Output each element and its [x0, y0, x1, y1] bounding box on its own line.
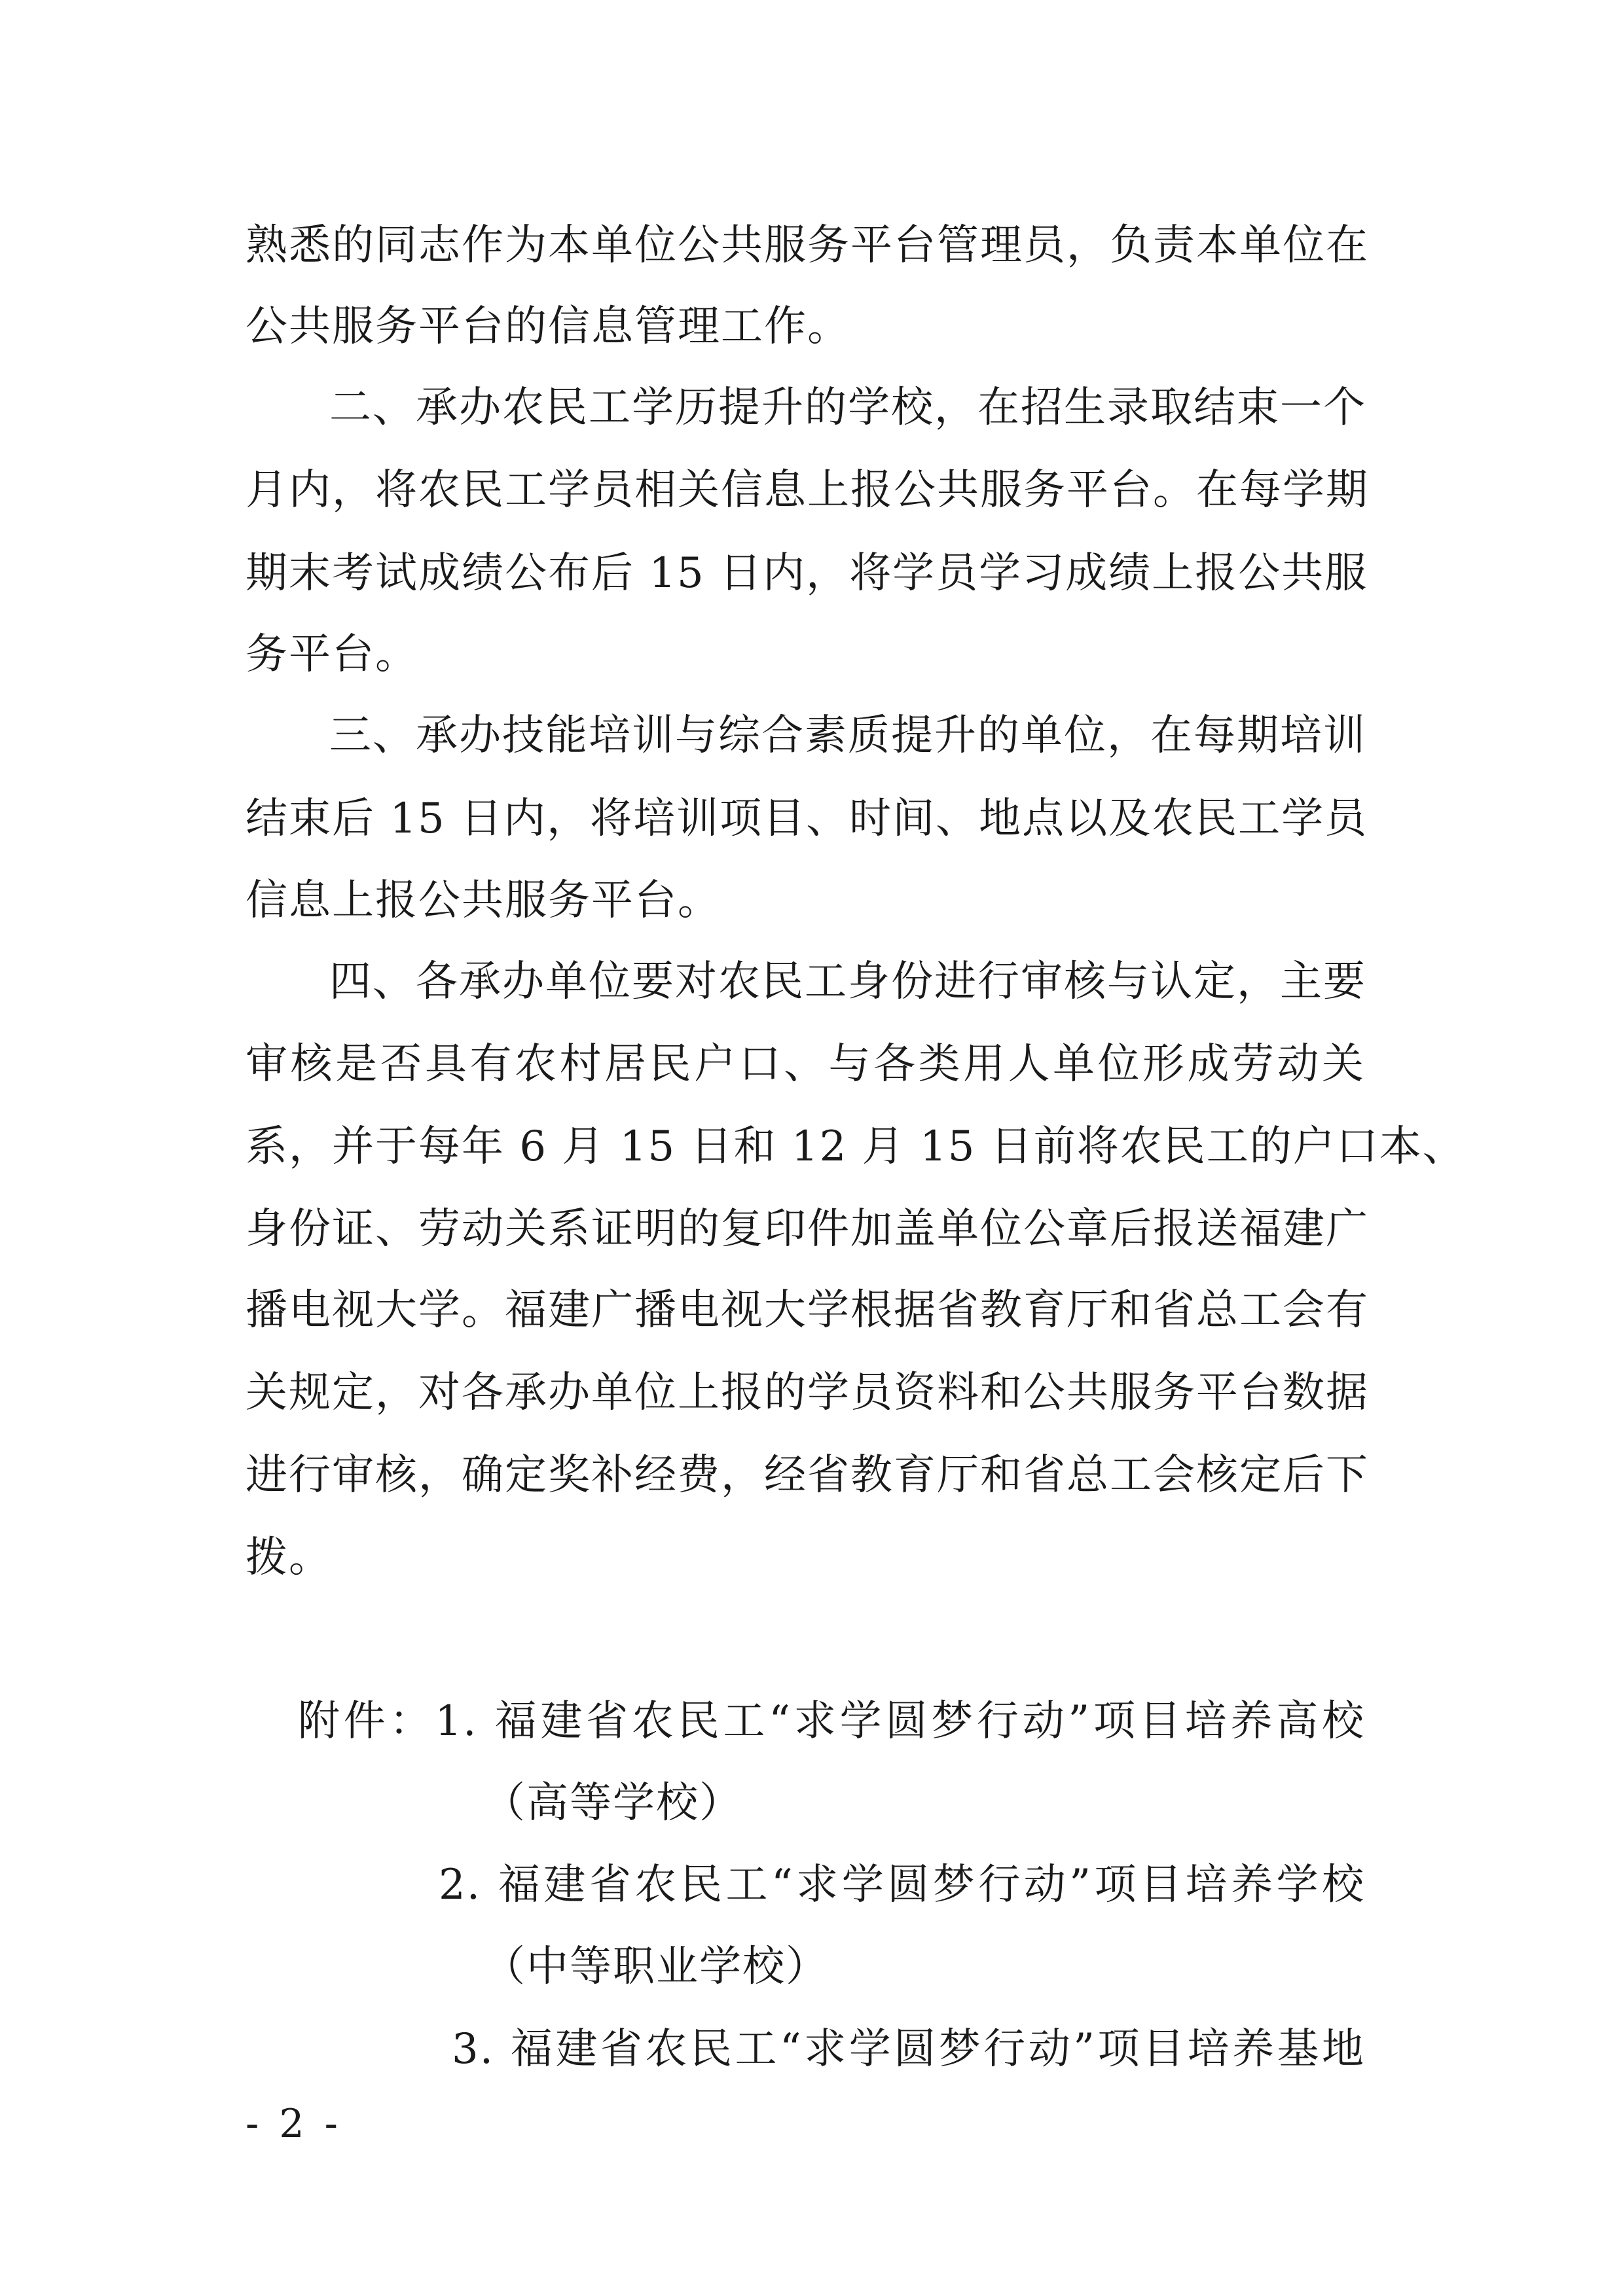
paragraph-2-line-4: 务平台。 [246, 630, 418, 679]
paragraph-1-line-2: 公共服务平台的信息管理工作。 [246, 302, 850, 351]
paragraph-2-line-3: 期末考试成绩公布后 15 日内，将学员学习成绩上报公共服 [246, 549, 1368, 598]
paragraph-1-line-1: 熟悉的同志作为本单位公共服务平台管理员，负责本单位在 [246, 221, 1369, 270]
paragraph-4-line-6: 关规定，对各承办单位上报的学员资料和公共服务平台数据 [246, 1369, 1369, 1417]
paragraph-4-line-4: 身份证、劳动关系证明的复印件加盖单位公章后报送福建广 [246, 1205, 1369, 1253]
paragraph-4-line-3: 系，并于每年 6 月 15 日和 12 月 15 日前将农民工的户口本、 [246, 1122, 1466, 1171]
paragraph-4-line-8: 拨。 [246, 1534, 332, 1582]
paragraph-3-line-1: 三、承办技能培训与综合素质提升的单位，在每期培训 [329, 711, 1366, 760]
attachment-3: 3. 福建省农民工“求学圆梦行动”项目培养基地 [452, 2025, 1365, 2073]
paragraph-3-line-2: 结束后 15 日内，将培训项目、时间、地点以及农民工学员 [246, 795, 1368, 843]
paragraph-4-line-1: 四、各承办单位要对农民工身份进行审核与认定，主要 [329, 958, 1366, 1006]
attachment-2: 2. 福建省农民工“求学圆梦行动”项目培养学校 [439, 1861, 1365, 1909]
attachment-1-subtitle: （高等学校） [483, 1779, 742, 1827]
paragraph-2-line-1: 二、承办农民工学历提升的学校，在招生录取结束一个 [329, 384, 1366, 432]
page-number: - 2 - [246, 2101, 342, 2147]
paragraph-2-line-2: 月内，将农民工学员相关信息上报公共服务平台。在每学期 [246, 466, 1369, 514]
attachments-heading: 附件：1. 福建省农民工“求学圆梦行动”项目培养高校 [298, 1697, 1365, 1746]
paragraph-4-line-5: 播电视大学。福建广播电视大学根据省教育厅和省总工会有 [246, 1286, 1369, 1335]
attachment-2-subtitle: （中等职业学校） [483, 1943, 829, 1991]
paragraph-4-line-7: 进行审核，确定奖补经费，经省教育厅和省总工会核定后下 [246, 1451, 1369, 1499]
paragraph-4-line-2: 审核是否具有农村居民户口、与各类用人单位形成劳动关 [246, 1040, 1365, 1088]
paragraph-3-line-3: 信息上报公共服务平台。 [246, 876, 721, 925]
